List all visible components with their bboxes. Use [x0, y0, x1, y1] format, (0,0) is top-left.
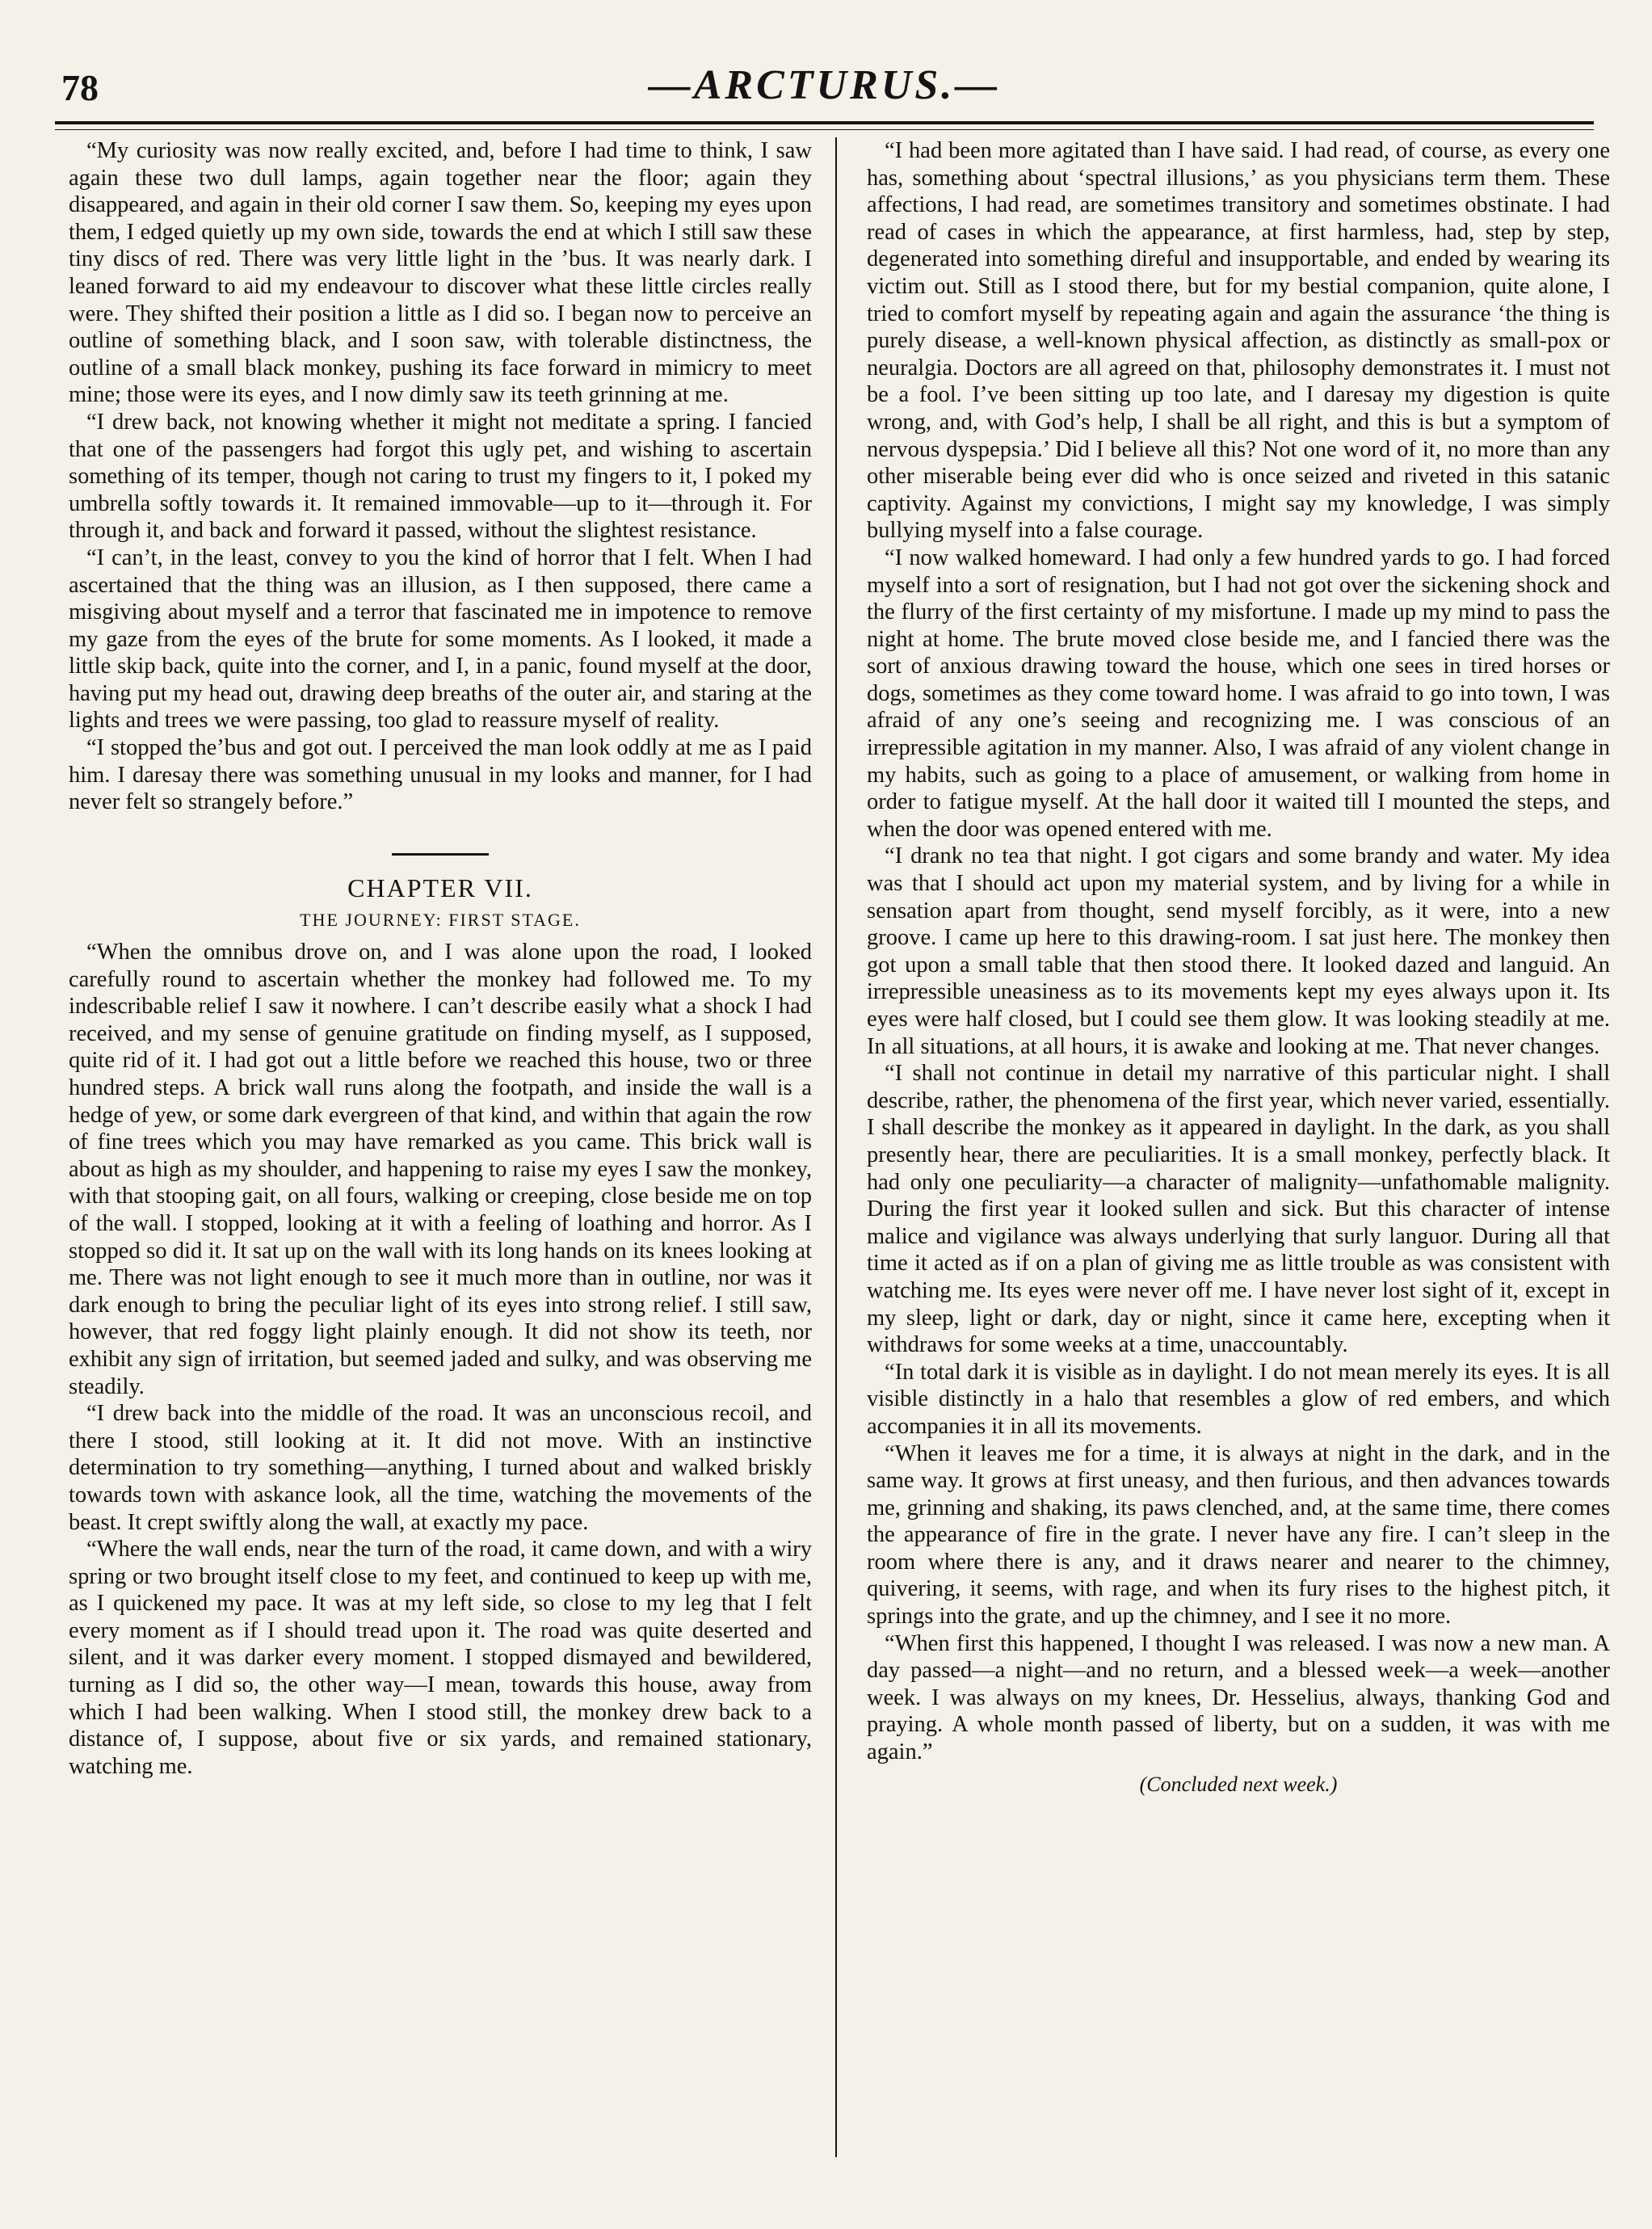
paragraph: “I drank no tea that night. I got cigars and some brandy and water. My idea was that I should act upon my material system, and by living for a while in sensation apart from thought, send myself forcibly, as it were, into a new groove. I came up here to this drawing-room. I sat just here. The monkey then got upon a small table that then stood there. It looked dazed and languid. An irrepressible uneasiness as to its movements kept my eyes always upon it. Its eyes were half closed, but I could see them glow. It was looking steadily at me. In all situations, at all hours, it is awake and looking at me. That never changes.	[867, 843, 1610, 1059]
paragraph: “When the omnibus drove on, and I was alone upon the road, I looked carefully round to ascertain whether the monkey had followed me. To my indescribable relief I saw it nowhere. I can’t describe easily what a shock I had received, and my sense of genuine gratitude on finding myself, as I supposed, quite rid of it. I had got out a little before we reached this house, two or three hundred steps. A brick wall runs along the footpath, and inside the wall is a hedge of yew, or some dark evergreen of that kind, and within that again the row of fine trees which you may have remarked as you came. This brick wall is about as high as my shoulder, and happening to raise my eyes I saw the monkey, with that stooping gait, on all fours, walking or creeping, close beside me on top of the wall. I stopped, looking at it with a feeling of loathing and horror. As I stopped so did it. It sat up on the wall with its long hands on its knees looking at me. There was not light enough to see it much more than in outline, nor was it dark enough to bring the peculiar light of its eyes into strong relief. I still saw, however, that red foggy light plainly enough. It did not show its teeth, nor exhibit any sign of irritation, but seemed jaded and sulky, and was observing me steadily.	[69, 940, 812, 1399]
paragraph: “I drew back into the middle of the road. It was an unconscious recoil, and there I stood, still looking at it. It did not move. With an instinctive determination to try something—anything, I turned about and walked briskly towards town with askance look, all the time, watching the movements of the beast. It crept swiftly along the wall, at exactly my pace.	[69, 1401, 812, 1535]
paragraph: “When first this happened, I thought I was released. I was now a new man. A day passed—a night—and no return, and a blessed week—a week—another week. I was always on my knees, Dr. Hesselius, always, thanking God and praying. A whole month passed of liberty, but on a sudden, it was with me again.”	[867, 1630, 1610, 1765]
chapter-divider	[392, 853, 489, 856]
header-rule	[55, 121, 1594, 124]
page-number: 78	[61, 67, 99, 108]
left-column	[69, 137, 812, 1780]
page-header	[55, 53, 1594, 118]
paragraph: “I had been more agitated than I have said. I had read, of course, as every one has, something about ‘spectral illusions,’ as you physicians term them. These affections, I had read, are sometimes transitory and sometimes obstinate. I had read of cases in which the appearance, at first harmless, had, step by step, degenerated into something direful and insupportable, and ended by wearing its victim out. Still as I stood there, but for my bestial companion, quite alone, I tried to comfort myself by repeating again and again the assurance ‘the thing is purely disease, a well-known physical affection, as distinctly as small-pox or neuralgia. Doctors are all agreed on that, philosophy demonstrates it. I must not be a fool. I’ve been sitting up too late, and I daresay my digestion is quite wrong, and, with God’s help, I shall be all right, and this is but a symptom of nervous dyspepsia.’ Did I believe all this? Not one word of it, no more than any other miserable being ever did who is once seized and riveted in this satanic captivity. Against my convictions, I might say my knowledge, I was simply bullying myself into a false courage.	[867, 138, 1610, 544]
header-rule-thin	[55, 129, 1594, 130]
paragraph: “I stopped the’bus and got out. I perceived the man look oddly at me as I paid him. I daresay there was something unusual in my looks and manner, for I had never felt so strangely before.”	[69, 735, 812, 815]
paragraph: “When it leaves me for a time, it is always at night in the dark, and in the same way. It grows at first uneasy, and then furious, and then advances towards me, grinning and shaking, its paws clenched, and, at the same time, there comes the appearance of fire in the grate. I never have any fire. I can’t sleep in the room where there is any, and it draws nearer and nearer to the chimney, quivering, it seems, with rage, and when its fury rises to the highest pitch, it springs into the grate, and up the chimney, and I see it no more.	[867, 1440, 1610, 1630]
paragraph: “I now walked homeward. I had only a few hundred yards to go. I had forced myself into a sort of resignation, but I had not got over the sickening shock and the flurry of the first certainty of my misfortune. I made up my mind to pass the night at home. The brute moved close beside me, and I fancied there was the sort of anxious drawing toward the house, which one sees in tired horses or dogs, sometimes as they come toward home. I was afraid to go into town, I was afraid of any one’s seeing and recognizing me. I was conscious of an irrepressible agitation in my manner. Also, I was afraid of any violent change in my habits, such as going to a place of amusement, or walking from home in order to fatigue myself. At the hall door it waited till I mounted the steps, and when the door was opened entered with me.	[867, 545, 1610, 842]
paragraph: “Where the wall ends, near the turn of the road, it came down, and with a wiry spring or two brought itself close to my feet, and continued to keep up with me, as I quickened my pace. It was at my left side, so close to my leg that I felt every moment as if I should tread upon it. The road was quite deserted and silent, and it was darker every moment. I stopped dismayed and bewildered, turning as I did so, the other way—I mean, towards this house, away from which I had been walking. When I stood still, the monkey drew back to a distance of, I suppose, about five or six yards, and remained stationary, watching me.	[69, 1537, 812, 1779]
continued-note: (Concluded next week.)	[1139, 1772, 1338, 1796]
column-divider	[835, 137, 837, 2157]
chapter-subtitle: THE JOURNEY: FIRST STAGE.	[300, 910, 581, 931]
paragraph: “I drew back, not knowing whether it might not meditate a spring. I fancied that one of the passengers had forgot this ugly pet, and wishing to ascertain something of its temper, though not caring to trust my fingers to it, I poked my umbrella softly towards it. It remained immovable—up to it—through it. For through it, and back and forward it passed, without the slightest resistance.	[69, 409, 812, 544]
paragraph: “In total dark it is visible as in daylight. I do not mean merely its eyes. It is all visible distinctly in a halo that resembles a glow of red embers, and which accompanies it in all its movements.	[867, 1359, 1610, 1439]
right-column	[867, 137, 1610, 1798]
chapter-title: CHAPTER VII.	[347, 873, 533, 902]
paragraph: “My curiosity was now really excited, and, before I had time to think, I saw again these two dull lamps, again together near the floor; again they disappeared, and again in their old corner I saw them. So, keeping my eyes upon them, I edged quietly up my own side, towards the end at which I still saw these tiny discs of red. There was very little light in the ’bus. It was nearly dark. I leaned forward to aid my endeavour to discover what these little circles really were. They shifted their position a little as I did so. I began now to perceive an outline of something black, and I soon saw, with tolerable distinctness, the outline of a small black monkey, pushing its face forward in mimicry to meet mine; those were its eyes, and I now dimly saw its teeth grinning at me.	[69, 138, 812, 408]
paragraph: “I shall not continue in detail my narrative of this particular night. I shall describe, rather, the phenomena of the first year, which never varied, essentially. I shall describe the monkey as it appeared in daylight. In the dark, as you shall presently hear, there are peculiarities. It is a small monkey, perfectly black. It had only one peculiarity—a character of malignity—unfathomable malignity. During the first year it looked sullen and sick. But this character of intense malice and vigilance was always underlying that surly languor. During all that time it acted as if on a plan of giving me as little trouble as was consistent with watching me. Its eyes were never off me. I have never lost sight of it, except in my sleep, light or dark, day or night, since it came here, excepting when it withdraws for some weeks at a time, unaccountably.	[867, 1061, 1610, 1358]
running-title: —ARCTURUS.—	[648, 62, 1001, 108]
paragraph: “I can’t, in the least, convey to you the kind of horror that I felt. When I had ascertained that the thing was an illusion, as I then supposed, there came a misgiving about myself and a terror that fascinated me in impotence to remove my gaze from the eyes of the brute for some moments. As I looked, it made a little skip back, quite into the corner, and I, in a panic, found myself at the door, having put my head out, drawing deep breaths of the outer air, and staring at the lights and trees we were passing, too glad to reassure myself of reality.	[69, 545, 812, 734]
